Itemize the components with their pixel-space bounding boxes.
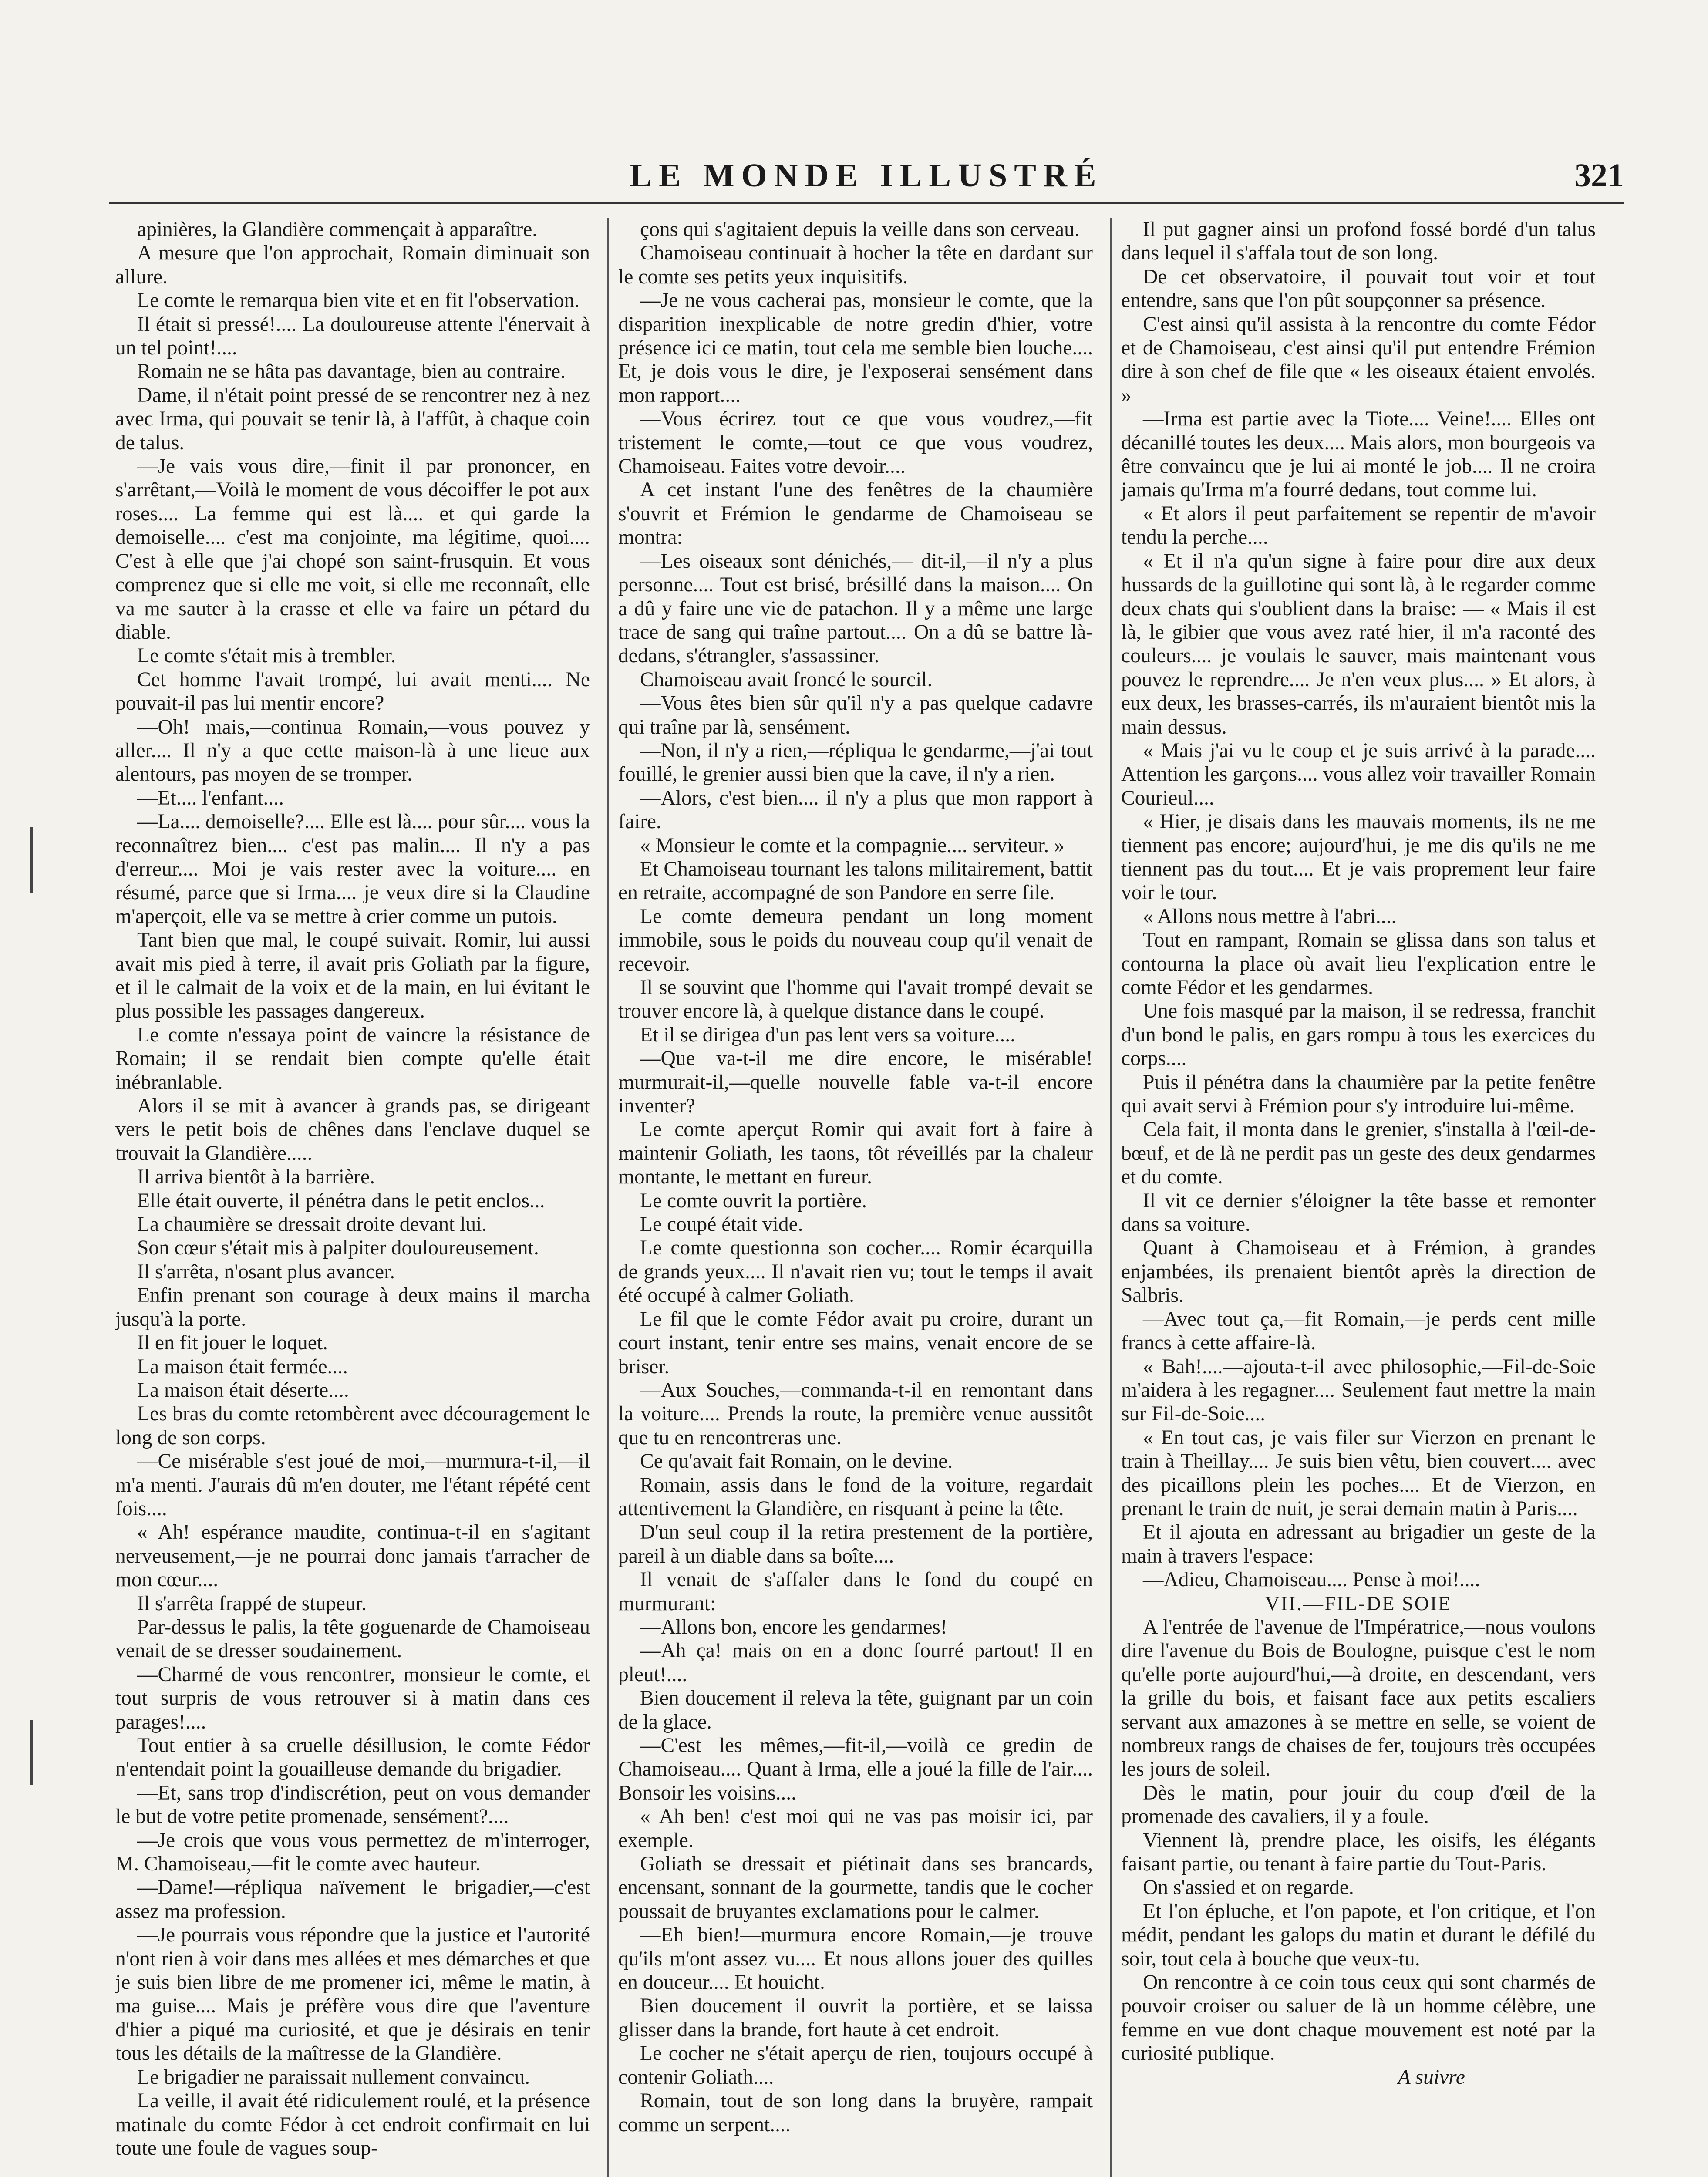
paragraph: —Allons bon, encore les gendarmes!: [640, 1615, 947, 1638]
paragraph: La chaumière se dressait droite devant lui.: [137, 1213, 487, 1236]
paragraph: Par-dessus le palis, la tête goguenarde de Chamoiseau venait de se dresser soudainement.: [115, 1615, 590, 1662]
paragraph: Elle était ouverte, il pénétra dans le petit enclos...: [137, 1189, 545, 1212]
paragraph: « Ah! espérance maudite, continua-t-il en s'agitant nerveusement,—je ne pourrai donc jamais t'arracher de mon cœur....: [115, 1521, 590, 1591]
paragraph: —Irma est partie avec la Tiote.... Veine!.... Elles ont décanillé toutes les deux.... Mais alors, mon bourgeois va être convaincu que je lui ai monté le job.... Il ne croira jamais qu'Irma m'a fourré dedans, tout comme lui.: [1121, 408, 1596, 502]
paragraph: Puis il pénétra dans la chaumière par la petite fenêtre qui avait servi à Frémion pour s'y introduire lui-même.: [1121, 1071, 1596, 1118]
paragraph: —Alors, c'est bien.... il n'y a plus que mon rapport à faire.: [618, 786, 1093, 833]
paragraph: Le comte n'essaya point de vaincre la résistance de Romain; il se rendait bien compte qu'elle était inébranlable.: [115, 1023, 590, 1094]
paragraph: —Non, il n'y a rien,—répliqua le gendarme,—j'ai tout fouillé, le grenier aussi bien que la cave, il n'y a rien.: [618, 739, 1093, 786]
paragraph: Le comte demeura pendant un long moment immobile, sous le poids du nouveau coup qu'il venait de recevoir.: [618, 905, 1093, 975]
paragraph: Son cœur s'était mis à palpiter douloureusement.: [137, 1237, 539, 1260]
paragraph: Cet homme l'avait trompé, lui avait menti.... Ne pouvait-il pas lui mentir encore?: [115, 668, 590, 715]
paragraph: Il venait de s'affaler dans le fond du coupé en murmurant:: [618, 1568, 1093, 1615]
paragraph: D'un seul coup il la retira prestement de la portière, pareil à un diable dans sa boîte....: [618, 1521, 1093, 1567]
paragraph: La maison était déserte....: [137, 1378, 349, 1402]
paragraph: La maison était fermée....: [137, 1355, 348, 1378]
paragraph: Bien doucement il releva la tête, guignant par un coin de la glace.: [618, 1687, 1093, 1733]
paragraph: —Je ne vous cacherai pas, monsieur le comte, que la disparition inexplicable de notre gredin d'hier, votre présence ici ce matin, tout cela me semble bien louche.... Et, je dois vous le dire, je l'exposerai sensément dans mon rapport....: [618, 289, 1093, 407]
paragraph: Romain ne se hâta pas davantage, bien au contraire.: [137, 360, 566, 383]
paragraph: Le comte aperçut Romir qui avait fort à faire à maintenir Goliath, les taons, tôt réveillés par la chaleur montante, le mettant en fureur.: [618, 1118, 1093, 1189]
paragraph: Ce qu'avait fait Romain, on le devine.: [640, 1450, 953, 1473]
paragraph: Chamoiseau continuait à hocher la tête en dardant sur le comte ses petits yeux inquisitifs.: [618, 242, 1093, 288]
paragraph: Bien doucement il ouvrit la portière, et se laissa glisser dans la brande, fort haute à cet endroit.: [618, 1995, 1093, 2041]
paragraph: —Et.... l'enfant....: [137, 786, 284, 809]
paragraph: —Je pourrais vous répondre que la justice et l'autorité n'ont rien à voir dans mes allées et mes démarches et que je suis bien libre de me promener ici, même le matin, à ma guise.... Mais je préfère vous dire que l'aventure d'hier a piqué ma curiosité, et que je désirais en tenir tous les détails de la maîtresse de la Glandière.: [115, 1924, 590, 2065]
paragraph: Goliath se dressait et piétinait dans ses brancards, encensant, sonnant de la gourmette, tandis que le cocher poussait de bruyantes exclamations pour le calmer.: [618, 1853, 1093, 1923]
paragraph: Cela fait, il monta dans le grenier, s'installa à l'œil-de-bœuf, et de là ne perdit pas un geste des deux gendarmes et du comte.: [1121, 1118, 1596, 1189]
paragraph: Le brigadier ne paraissait nullement convaincu.: [137, 2066, 530, 2089]
paragraph: Le fil que le comte Fédor avait pu croire, durant un court instant, tenir entre ses mains, venait encore de se briser.: [618, 1308, 1093, 1378]
paragraph: apinières, la Glandière commençait à apparaître.: [137, 218, 538, 241]
text-column-1: [115, 218, 590, 2160]
paragraph: Et il se dirigea d'un pas lent vers sa voiture....: [640, 1023, 1016, 1046]
paragraph: La veille, il avait été ridiculement roulé, et la présence matinale du comte Fédor à cet endroit confirmait en lui toute une foule de vagues soup-: [115, 2089, 590, 2160]
masthead-title: LE MONDE ILLUSTRÉ: [630, 157, 1103, 194]
paragraph: Il arriva bientôt à la barrière.: [137, 1166, 375, 1189]
paragraph: —Ce misérable s'est joué de moi,—murmura-t-il,—il m'a menti. J'aurais dû m'en douter, me l'étant répété cent fois....: [115, 1450, 590, 1520]
paragraph: Une fois masqué par la maison, il se redressa, franchit d'un bond le palis, en gars rompu à tous les exercices du corps....: [1121, 1000, 1596, 1070]
paragraph: —Charmé de vous rencontrer, monsieur le comte, et tout surpris de vous retrouver si à matin dans ces parages!....: [115, 1663, 590, 1733]
paragraph: « Et il n'a qu'un signe à faire pour dire aux deux hussards de la guillotine qui sont là, à le regarder comme deux chats qui s'oublient dans la braise: — « Mais il est là, le gibier que vous avez raté hier, il m'a raconté des couleurs.... je voulais le sauver, mais maintenant vous pouvez le reprendre.... Je n'en veux plus.... » Et alors, à eux deux, les brasses-carrés, ils m'auraient bientôt mis la main dessus.: [1121, 549, 1596, 738]
paragraph: Le coupé était vide.: [640, 1213, 803, 1236]
paragraph: On rencontre à ce coin tous ceux qui sont charmés de pouvoir croiser ou saluer de là un homme célèbre, une femme en vue dont chaque mouvement est noté par la curiosité publique.: [1121, 1971, 1596, 2065]
paragraph: Le comte s'était mis à trembler.: [137, 644, 396, 667]
paragraph: Il put gagner ainsi un profond fossé bordé d'un talus dans lequel il s'affala tout de son long.: [1121, 218, 1596, 265]
paragraph: Il vit ce dernier s'éloigner la tête basse et remonter dans sa voiture.: [1121, 1189, 1596, 1236]
page-header: [109, 157, 1624, 205]
paragraph: Et Chamoiseau tournant les talons militairement, battit en retraite, accompagné de son Pandore en serre file.: [618, 857, 1093, 904]
paragraph: —Oh! mais,—continua Romain,—vous pouvez y aller.... Il n'y a que cette maison-là à une lieue aux alentours, pas moyen de se tromper.: [115, 715, 590, 786]
paragraph: —Dame!—répliqua naïvement le brigadier,—c'est assez ma profession.: [115, 1876, 590, 1923]
paragraph: Tant bien que mal, le coupé suivait. Romir, lui aussi avait mis pied à terre, il avait pris Goliath par la figure, et il le calmait de la voix et de la main, en lui évitant le plus possible les passages dangereux.: [115, 929, 590, 1023]
paragraph: Il s'arrêta, n'osant plus avancer.: [137, 1260, 395, 1283]
paragraph: Les bras du comte retombèrent avec découragement le long de son corps.: [115, 1402, 590, 1449]
paragraph: —C'est les mêmes,—fit-il,—voilà ce gredin de Chamoiseau.... Quant à Irma, elle a joué la fille de l'air.... Bonsoir les voisins....: [618, 1734, 1093, 1804]
column-divider: [607, 218, 609, 2177]
text-column-3: [1121, 218, 1596, 2089]
paragraph: A mesure que l'on approchait, Romain diminuait son allure.: [115, 242, 590, 288]
paragraph: Romain, assis dans le fond de la voiture, regardait attentivement la Glandière, en risquant à peine la tête.: [618, 1473, 1093, 1520]
paragraph: « Monsieur le comte et la compagnie.... serviteur. »: [640, 834, 1065, 857]
paragraph: Il se souvint que l'homme qui l'avait trompé devait se trouver encore là, à quelque distance dans le coupé.: [618, 976, 1093, 1023]
paragraph: —Les oiseaux sont dénichés,— dit-il,—il n'y a plus personne.... Tout est brisé, brésillé dans la maison.... On a dû y faire une vie de patachon. Il y a même une large trace de sang qui traîne partout.... On a dû se battre là-dedans, s'étrangler, s'assassiner.: [618, 549, 1093, 667]
paragraph: Il s'arrêta frappé de stupeur.: [137, 1592, 367, 1615]
paragraph: Alors il se mit à avancer à grands pas, se dirigeant vers le petit bois de chênes dans l'enclave duquel se trouvait la Glandière.....: [115, 1095, 590, 1165]
margin-mark: [30, 1720, 46, 1785]
paragraph: Enfin prenant son courage à deux mains il marcha jusqu'à la porte.: [115, 1284, 590, 1331]
paragraph: « Allons nous mettre à l'abri....: [1143, 905, 1397, 928]
paragraph: A l'entrée de l'avenue de l'Impératrice,—nous voulons dire l'avenue du Bois de Boulogne, puisque c'est le nom qu'elle porte aujourd'hui,—à droite, en descendant, vers la grille du bois, et faisant face aux petits escaliers servant aux amazones à se mettre en selle, se voient de nombreux rangs de chaises de fer, toujours très occupées les jours de soleil.: [1121, 1615, 1596, 1781]
paragraph: « Ah ben! c'est moi qui ne vas pas moisir ici, par exemple.: [618, 1805, 1093, 1852]
paragraph: C'est ainsi qu'il assista à la rencontre du comte Fédor et de Chamoiseau, c'est ainsi qu'il put entendre Frémion dire à son chef de file que « les oiseaux étaient envolés. »: [1121, 313, 1596, 407]
paragraph: « Bah!....—ajouta-t-il avec philosophie,—Fil-de-Soie m'aidera à les regagner.... Seulement faut mettre la main sur Fil-de-Soie....: [1121, 1355, 1596, 1425]
paragraph: Il était si pressé!.... La douloureuse attente l'énervait à un tel point!....: [115, 313, 590, 360]
paragraph: —Avec tout ça,—fit Romain,—je perds cent mille francs à cette affaire-là.: [1121, 1308, 1596, 1355]
paragraph: « Mais j'ai vu le coup et je suis arrivé à la parade.... Attention les garçons.... vous allez voir travailler Romain Courieul....: [1121, 739, 1596, 809]
paragraph: Chamoiseau avait froncé le sourcil.: [640, 668, 933, 691]
paragraph: « Et alors il peut parfaitement se repentir de m'avoir tendu la perche....: [1121, 502, 1596, 549]
paragraph: —Adieu, Chamoiseau.... Pense à moi!....: [1143, 1568, 1480, 1591]
paragraph: Le cocher ne s'était aperçu de rien, toujours occupé à contenir Goliath....: [618, 2042, 1093, 2089]
paragraph: « Hier, je disais dans les mauvais moments, ils ne me tiennent pas encore; aujourd'hui, je me dis qu'ils ne me tiennent pas du tout.... Et je vais proprement leur faire voir le tour.: [1121, 810, 1596, 904]
paragraph: Il en fit jouer le loquet.: [137, 1331, 328, 1355]
paragraph: —Eh bien!—murmura encore Romain,—je trouve qu'ils m'ont assez vu.... Et nous allons jouer des quilles en douceur.... Et houicht.: [618, 1924, 1093, 1994]
paragraph: On s'assied et on regarde.: [1143, 1876, 1354, 1899]
paragraph: —Et, sans trop d'indiscrétion, peut on vous demander le but de votre petite promenade, sensément?....: [115, 1781, 590, 1828]
section-title: VII.—FIL-DE SOIE: [1265, 1592, 1452, 1614]
column-divider: [1110, 218, 1112, 2177]
paragraph: —Je crois que vous vous permettez de m'interroger, M. Chamoiseau,—fit le comte avec hauteur.: [115, 1829, 590, 1876]
paragraph: —Ah ça! mais on en a donc fourré partout! Il en pleut!....: [618, 1639, 1093, 1686]
paragraph: Tout en rampant, Romain se glissa dans son talus et contourna la place où avait lieu l'explication entre le comte Fédor et les gendarmes.: [1121, 929, 1596, 999]
paragraph: Le comte questionna son cocher.... Romir écarquilla de grands yeux.... Il n'avait rien vu; tout le temps il avait été occupé à calmer Goliath.: [618, 1237, 1093, 1307]
paragraph: Dame, il n'était point pressé de se rencontrer nez à nez avec Irma, qui pouvait se tenir là, à l'affût, à chaque coin de talus.: [115, 384, 590, 454]
page-number: 321: [1574, 157, 1624, 194]
paragraph: çons qui s'agitaient depuis la veille dans son cerveau.: [640, 218, 1080, 241]
paragraph: De cet observatoire, il pouvait tout voir et tout entendre, sans que l'on pût soupçonner sa présence.: [1121, 265, 1596, 312]
paragraph: Romain, tout de son long dans la bruyère, rampait comme un serpent....: [618, 2089, 1093, 2136]
paragraph: —Je vais vous dire,—finit il par prononcer, en s'arrêtant,—Voilà le moment de vous décoiffer le pot aux roses.... La femme qui est là.... et qui garde la demoiselle.... c'est ma conjointe, ma légitime, quoi.... C'est à elle que j'ai chopé son saint-frusquin. Et vous comprenez que si elle me voit, si elle me reconnaît, elle va me sauter à la crasse et elle va faire un pétard du diable.: [115, 455, 590, 644]
header-rule: [109, 202, 1624, 204]
paragraph: Et il ajouta en adressant au brigadier un geste de la main à travers l'espace:: [1121, 1521, 1596, 1567]
text-column-2: [618, 218, 1093, 2137]
paragraph: Le comte le remarqua bien vite et en fit l'observation.: [137, 289, 580, 312]
paragraph: « En tout cas, je vais filer sur Vierzon en prenant le train à Theillay.... Je suis bien vêtu, bien couvert.... avec des picaillons plein les poches.... Et de Vierzon, en prenant le train de nuit, je serai demain matin à Paris....: [1121, 1426, 1596, 1520]
paragraph: Dès le matin, pour jouir du coup d'œil de la promenade des cavaliers, il y a foule.: [1121, 1781, 1596, 1828]
to-be-continued: A suivre: [1398, 2066, 1465, 2089]
paragraph: —Vous écrirez tout ce que vous voudrez,—fit tristement le comte,—tout ce que vous voudrez, Chamoiseau. Faites votre devoir....: [618, 408, 1093, 478]
paragraph: Tout entier à sa cruelle désillusion, le comte Fédor n'entendait point la gouailleuse demande du brigadier.: [115, 1734, 590, 1781]
paragraph: —La.... demoiselle?.... Elle est là.... pour sûr.... vous la reconnaîtrez bien.... c'est pas malin.... Il n'y a pas d'erreur.... Moi je vais rester avec la voiture.... en résumé, parce que si Irma.... je veux dire si la Claudine m'aperçoit, elle va se mettre à crier comme un putois.: [115, 810, 590, 928]
paragraph: Et l'on épluche, et l'on papote, et l'on critique, et l'on médit, pendant les galops du matin et durant le défilé du soir, tout cela à bouche que veux-tu.: [1121, 1900, 1596, 1970]
paragraph: Le comte ouvrit la portière.: [640, 1189, 867, 1212]
paragraph: —Que va-t-il me dire encore, le misérable! murmurait-il,—quelle nouvelle fable va-t-il encore inventer?: [618, 1047, 1093, 1118]
paragraph: Quant à Chamoiseau et à Frémion, à grandes enjambées, ils prenaient bientôt après la direction de Salbris.: [1121, 1237, 1596, 1307]
paragraph: Viennent là, prendre place, les oisifs, les élégants faisant partie, ou tenant à faire partie du Tout-Paris.: [1121, 1829, 1596, 1876]
paragraph: A cet instant l'une des fenêtres de la chaumière s'ouvrit et Frémion le gendarme de Chamoiseau se montra:: [618, 479, 1093, 549]
paragraph: —Vous êtes bien sûr qu'il n'y a pas quelque cadavre qui traîne par là, sensément.: [618, 692, 1093, 738]
paragraph: —Aux Souches,—commanda-t-il en remontant dans la voiture.... Prends la route, la première venue aussitôt que tu en rencontreras une.: [618, 1378, 1093, 1449]
margin-mark: [30, 827, 46, 893]
